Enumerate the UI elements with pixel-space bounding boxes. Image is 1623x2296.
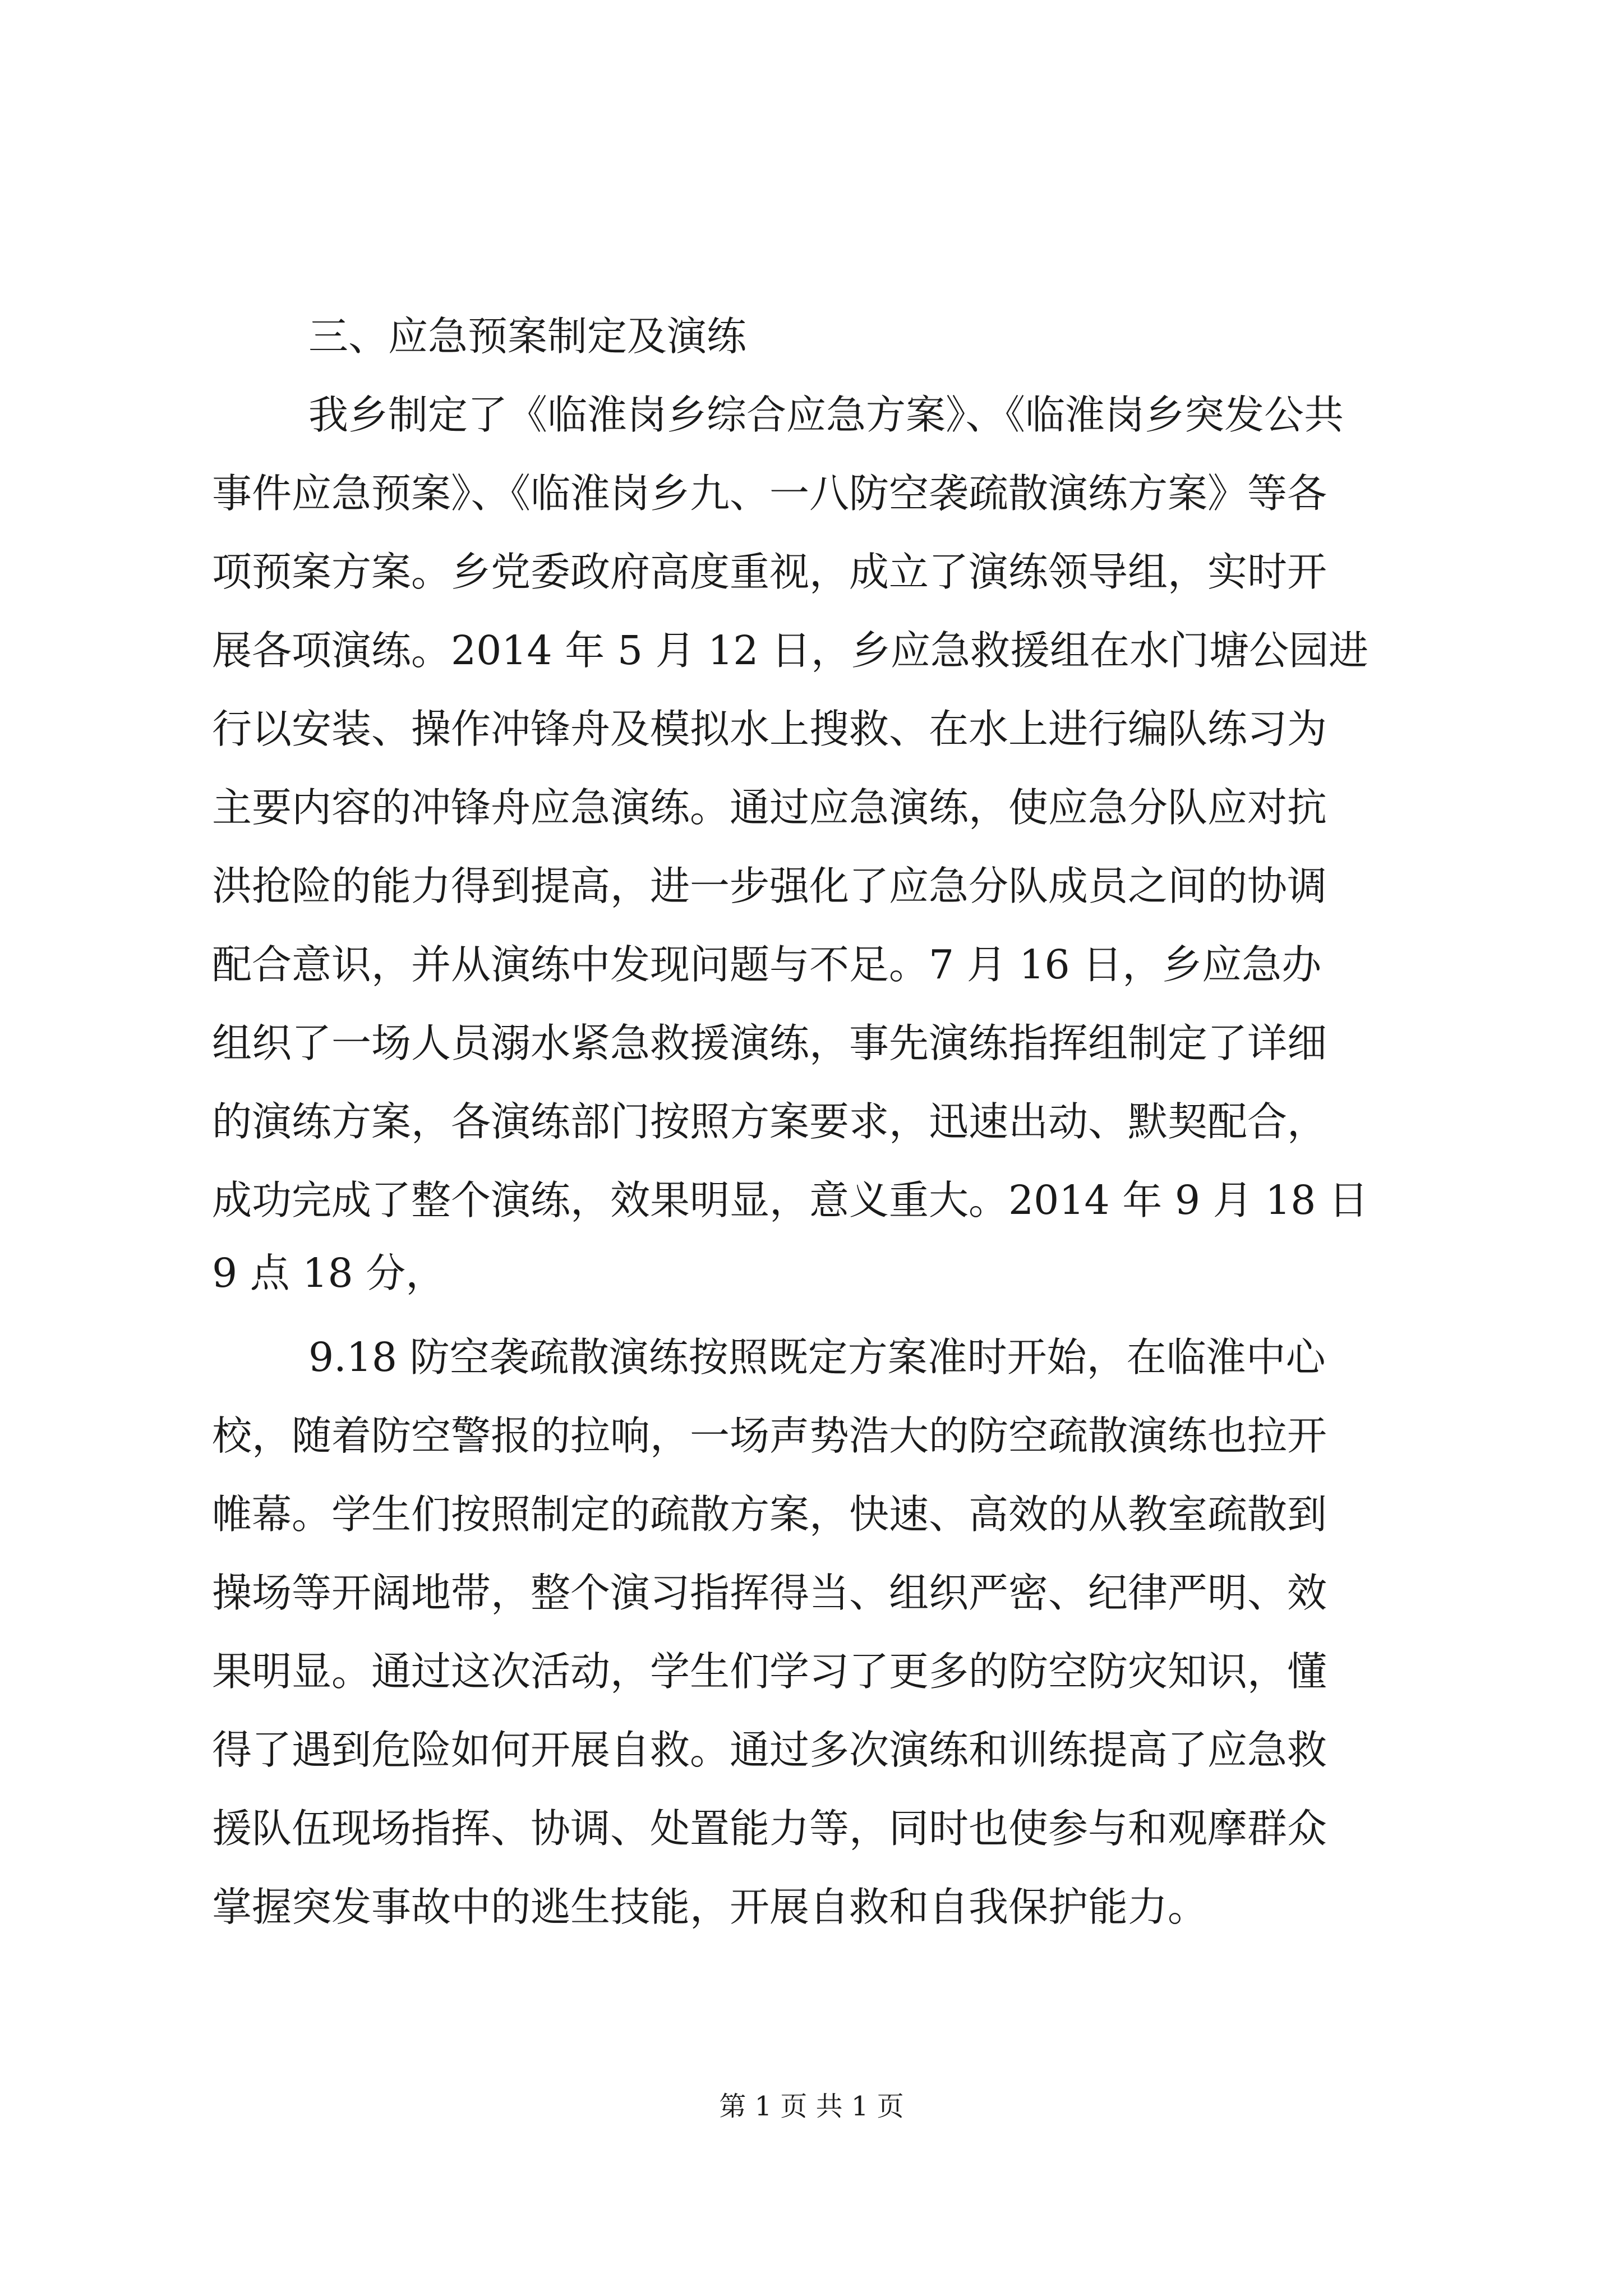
paragraph-line: 援队伍现场指挥、协调、处置能力等，同时也使参与和观摩群众 — [212, 1805, 1327, 1852]
paragraph-line: 我乡制定了《临淮岗乡综合应急方案》、《临淮岗乡突发公共 — [308, 392, 1344, 438]
paragraph-line: 操场等开阔地带，整个演习指挥得当、组织严密、纪律严明、效 — [212, 1570, 1327, 1616]
paragraph-line: 主要内容的冲锋舟应急演练。通过应急演练，使应急分队应对抗 — [212, 784, 1327, 831]
paragraph-line: 事件应急预案》、《临淮岗乡九、一八防空袭疏散演练方案》等各 — [212, 470, 1327, 517]
paragraph-line: 掌握突发事故中的逃生技能，开展自救和自我保护能力。 — [212, 1884, 1208, 1930]
paragraph-line: 展各项演练。2014 年 5 月 12 日，乡应急救援组在水门塘公园进 — [212, 627, 1369, 674]
paragraph-line: 项预案方案。乡党委政府高度重视，成立了演练领导组，实时开 — [212, 549, 1327, 595]
page-footer: 第 1 页 共 1 页 — [719, 2091, 904, 2122]
paragraph-line: 帷幕。学生们按照制定的疏散方案，快速、高效的从教室疏散到 — [212, 1491, 1327, 1538]
paragraph-line: 组织了一场人员溺水紧急救援演练，事先演练指挥组制定了详细 — [212, 1020, 1327, 1066]
paragraph-line: 9.18 防空袭疏散演练按照既定方案准时开始，在临淮中心 — [308, 1334, 1326, 1381]
paragraph-line: 配合意识，并从演练中发现问题与不足。7 月 16 日，乡应急办 — [212, 941, 1322, 988]
paragraph-line: 洪抢险的能力得到提高，进一步强化了应急分队成员之间的协调 — [212, 863, 1327, 909]
paragraph-line: 9 点 18 分， — [212, 1250, 446, 1296]
paragraph-line: 校，随着防空警报的拉响，一场声势浩大的防空疏散演练也拉开 — [212, 1412, 1327, 1459]
paragraph-line: 成功完成了整个演练，效果明显，意义重大。2014 年 9 月 18 日 — [212, 1177, 1369, 1223]
paragraph-line: 得了遇到危险如何开展自救。通过多次演练和训练提高了应急救 — [212, 1727, 1327, 1773]
paragraph-line: 的演练方案，各演练部门按照方案要求，迅速出动、默契配合， — [212, 1098, 1327, 1145]
paragraph-line: 果明显。通过这次活动，学生们学习了更多的防空防灾知识，懂 — [212, 1648, 1327, 1695]
paragraph-line: 行以安装、操作冲锋舟及模拟水上搜救、在水上进行编队练习为 — [212, 706, 1327, 752]
section-heading: 三、应急预案制定及演练 — [308, 313, 747, 360]
